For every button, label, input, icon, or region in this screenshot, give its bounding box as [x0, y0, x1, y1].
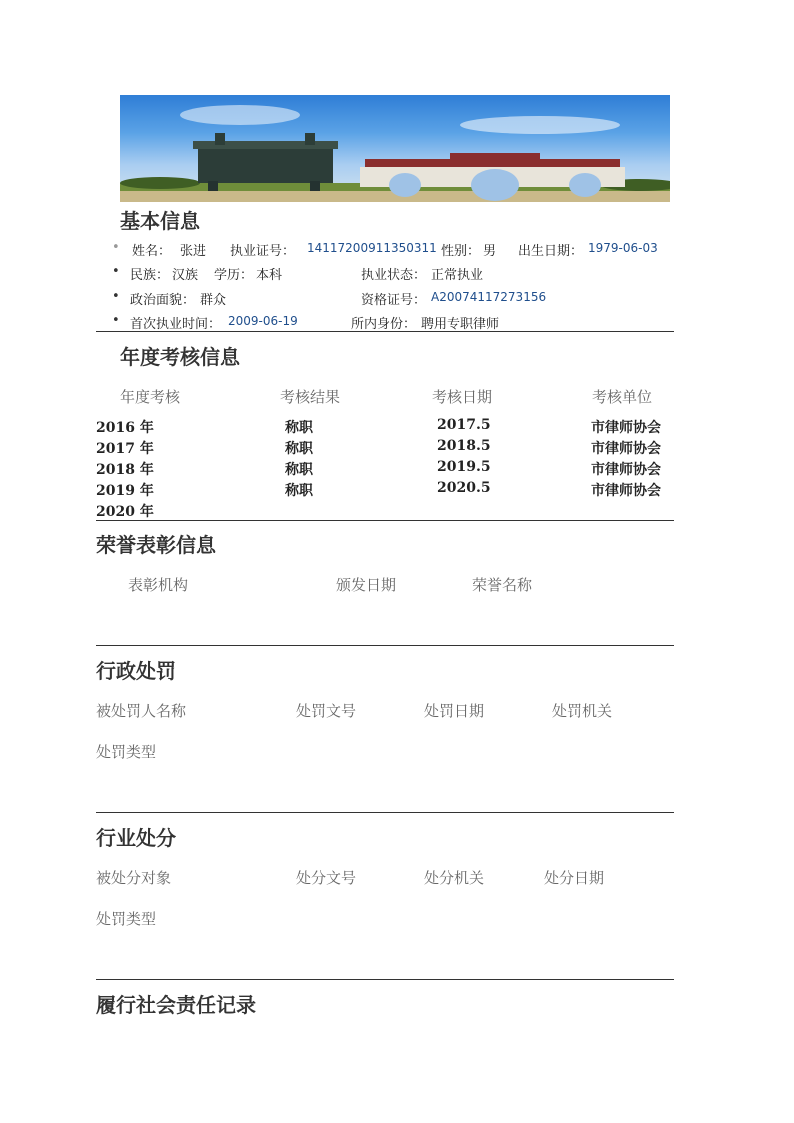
social-responsibility-title: 履行社会责任记录 — [96, 993, 256, 1017]
honors-col-name: 荣誉名称 — [472, 576, 533, 594]
birth-label: 出生日期： — [518, 244, 584, 259]
industry-penalty-col-type: 处罚类型 — [96, 910, 157, 928]
status-label: 执业状态： — [361, 268, 427, 283]
education-value: 本科 — [256, 268, 283, 283]
divider — [96, 812, 674, 813]
annual-cell-date: 2020.5 — [437, 480, 491, 496]
ethnic-label: 民族： — [130, 268, 170, 283]
divider — [96, 645, 674, 646]
annual-cell-result: 称职 — [285, 441, 313, 457]
industry-penalty-title: 行业处分 — [96, 826, 176, 850]
industry-penalty-col-authority: 处分机关 — [424, 869, 485, 887]
divider — [96, 979, 674, 980]
honors-title: 荣誉表彰信息 — [96, 533, 216, 557]
status-value: 正常执业 — [431, 268, 484, 283]
annual-cell-date: 2017.5 — [437, 417, 491, 433]
banner-photo — [120, 95, 670, 202]
annual-cell-year: 2017 年 — [96, 441, 154, 457]
annual-cell-unit: 市律师协会 — [591, 420, 661, 436]
name-value: 张进 — [180, 244, 207, 259]
honors-col-date: 颁发日期 — [336, 576, 397, 594]
bullet: • — [112, 240, 120, 255]
annual-cell-date: 2019.5 — [437, 459, 491, 475]
admin-penalty-col-docno: 处罚文号 — [296, 702, 357, 720]
role-label: 所内身份： — [351, 317, 417, 332]
qualification-value: A20074117273156 — [431, 290, 547, 304]
annual-cell-year: 2018 年 — [96, 462, 154, 478]
industry-penalty-col-date: 处分日期 — [544, 869, 605, 887]
annual-cell-year: 2016 年 — [96, 420, 154, 436]
first-practice-label: 首次执业时间： — [130, 317, 222, 332]
annual-col-result: 考核结果 — [280, 388, 341, 406]
admin-penalty-title: 行政处罚 — [96, 659, 176, 683]
admin-penalty-col-authority: 处罚机关 — [552, 702, 613, 720]
admin-penalty-col-type: 处罚类型 — [96, 743, 157, 761]
annual-col-date: 考核日期 — [432, 388, 493, 406]
divider — [96, 520, 674, 521]
annual-cell-result: 称职 — [285, 420, 313, 436]
political-value: 群众 — [200, 293, 227, 308]
gender-label: 性别： — [441, 244, 481, 259]
name-label: 姓名： — [132, 244, 172, 259]
bullet: • — [112, 313, 120, 328]
license-value: 14117200911350311 — [307, 241, 437, 255]
admin-penalty-col-date: 处罚日期 — [424, 702, 485, 720]
annual-cell-result: 称职 — [285, 462, 313, 478]
ethnic-value: 汉族 — [172, 268, 199, 283]
annual-cell-date: 2018.5 — [437, 438, 491, 454]
annual-cell-unit: 市律师协会 — [591, 462, 661, 478]
bullet: • — [112, 289, 120, 304]
role-value: 聘用专职律师 — [421, 317, 500, 332]
bullet: • — [112, 264, 120, 279]
birth-value: 1979-06-03 — [588, 241, 658, 255]
annual-cell-result: 称职 — [285, 483, 313, 499]
divider — [96, 331, 674, 332]
annual-review-title: 年度考核信息 — [120, 345, 240, 369]
industry-penalty-col-docno: 处分文号 — [296, 869, 357, 887]
qualification-label: 资格证号： — [361, 293, 427, 308]
admin-penalty-col-subject: 被处罚人名称 — [96, 702, 187, 720]
banner-scene — [120, 95, 670, 202]
license-label: 执业证号： — [230, 244, 296, 259]
annual-cell-year: 2020 年 — [96, 504, 154, 520]
political-label: 政治面貌： — [130, 293, 196, 308]
annual-col-year: 年度考核 — [120, 388, 181, 406]
annual-cell-year: 2019 年 — [96, 483, 154, 499]
annual-col-unit: 考核单位 — [592, 388, 653, 406]
honors-col-org: 表彰机构 — [128, 576, 189, 594]
annual-cell-unit: 市律师协会 — [591, 441, 661, 457]
basic-info-title: 基本信息 — [120, 209, 200, 233]
industry-penalty-col-subject: 被处分对象 — [96, 869, 172, 887]
education-label: 学历： — [214, 268, 254, 283]
gender-value: 男 — [483, 244, 497, 259]
first-practice-value: 2009-06-19 — [228, 314, 298, 328]
annual-cell-unit: 市律师协会 — [591, 483, 661, 499]
